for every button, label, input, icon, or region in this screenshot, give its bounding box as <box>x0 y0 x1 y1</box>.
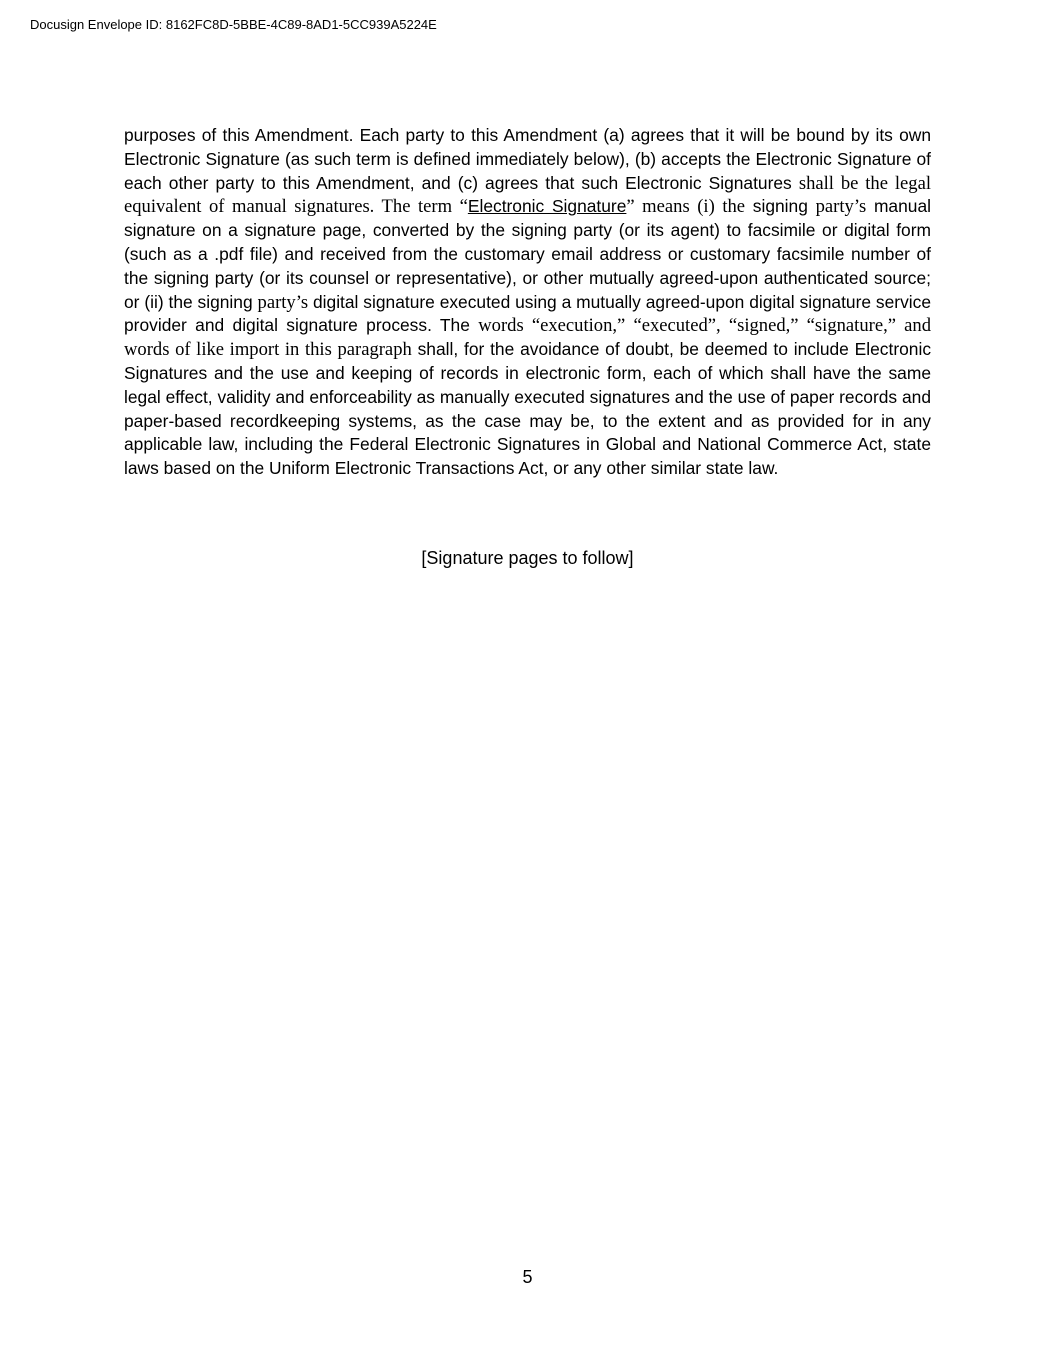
paragraph-run: purposes of this Amendment. Each party to this Amendment (a) agrees that it will be bound by its own Electronic Signature (as such term is defined immediately below), (b) accepts the Electronic Signature of each other party to this Amendment, and (c) agrees that such Electronic Signatures <box>124 125 931 193</box>
paragraph-run-serif: shall be the legal equivalent of manual signatures. The term “ <box>124 172 932 218</box>
paragraph-run-serif: party’s <box>257 291 309 313</box>
page-number: 5 <box>522 1267 533 1287</box>
paragraph-run: shall, for the avoidance of doubt, be deemed to include Electronic Signatures and the use and keeping of records in electronic form, each of which shall have the same legal effect, validity and enforceability as manually executed signatures and the use of paper records and paper-based recordkeeping systems, as the case may be, to the extent and as provided for in any applicable law, including the Federal Electronic Signatures in Global and National Commerce Act, state laws based on the Uniform Electronic Transactions Act, or any other similar state law. <box>124 339 932 479</box>
paragraph-run-serif: ” means (i) the <box>626 196 746 218</box>
defined-term-electronic-signature: Electronic Signature <box>467 196 627 217</box>
signature-pages-note: [Signature pages to follow] <box>421 548 634 568</box>
electronic-signature-paragraph <box>124 124 931 481</box>
paragraph-run: manual signature on a signature page, converted by the signing party (or its agent) to facsimile or digital form (such as a .pdf file) and received from the customary email address or customary facsimile number of the signing party (or its counsel or representative), or other mutually agreed-upon authenticated source; or (ii) the signing <box>124 196 931 312</box>
paragraph-run: digital signature executed using a mutually agreed-upon digital signature service provider and digital signature process. The <box>124 291 931 336</box>
docusign-envelope-id: Docusign Envelope ID: 8162FC8D-5BBE-4C89-8AD1-5CC939A5224E <box>30 17 437 32</box>
paragraph-run-serif: words “execution,” “executed”, “signed,” “signature,” and words of like import in this paragraph <box>124 315 931 361</box>
paragraph-run-serif: party’s <box>815 196 867 218</box>
paragraph-run: signing <box>745 196 816 217</box>
